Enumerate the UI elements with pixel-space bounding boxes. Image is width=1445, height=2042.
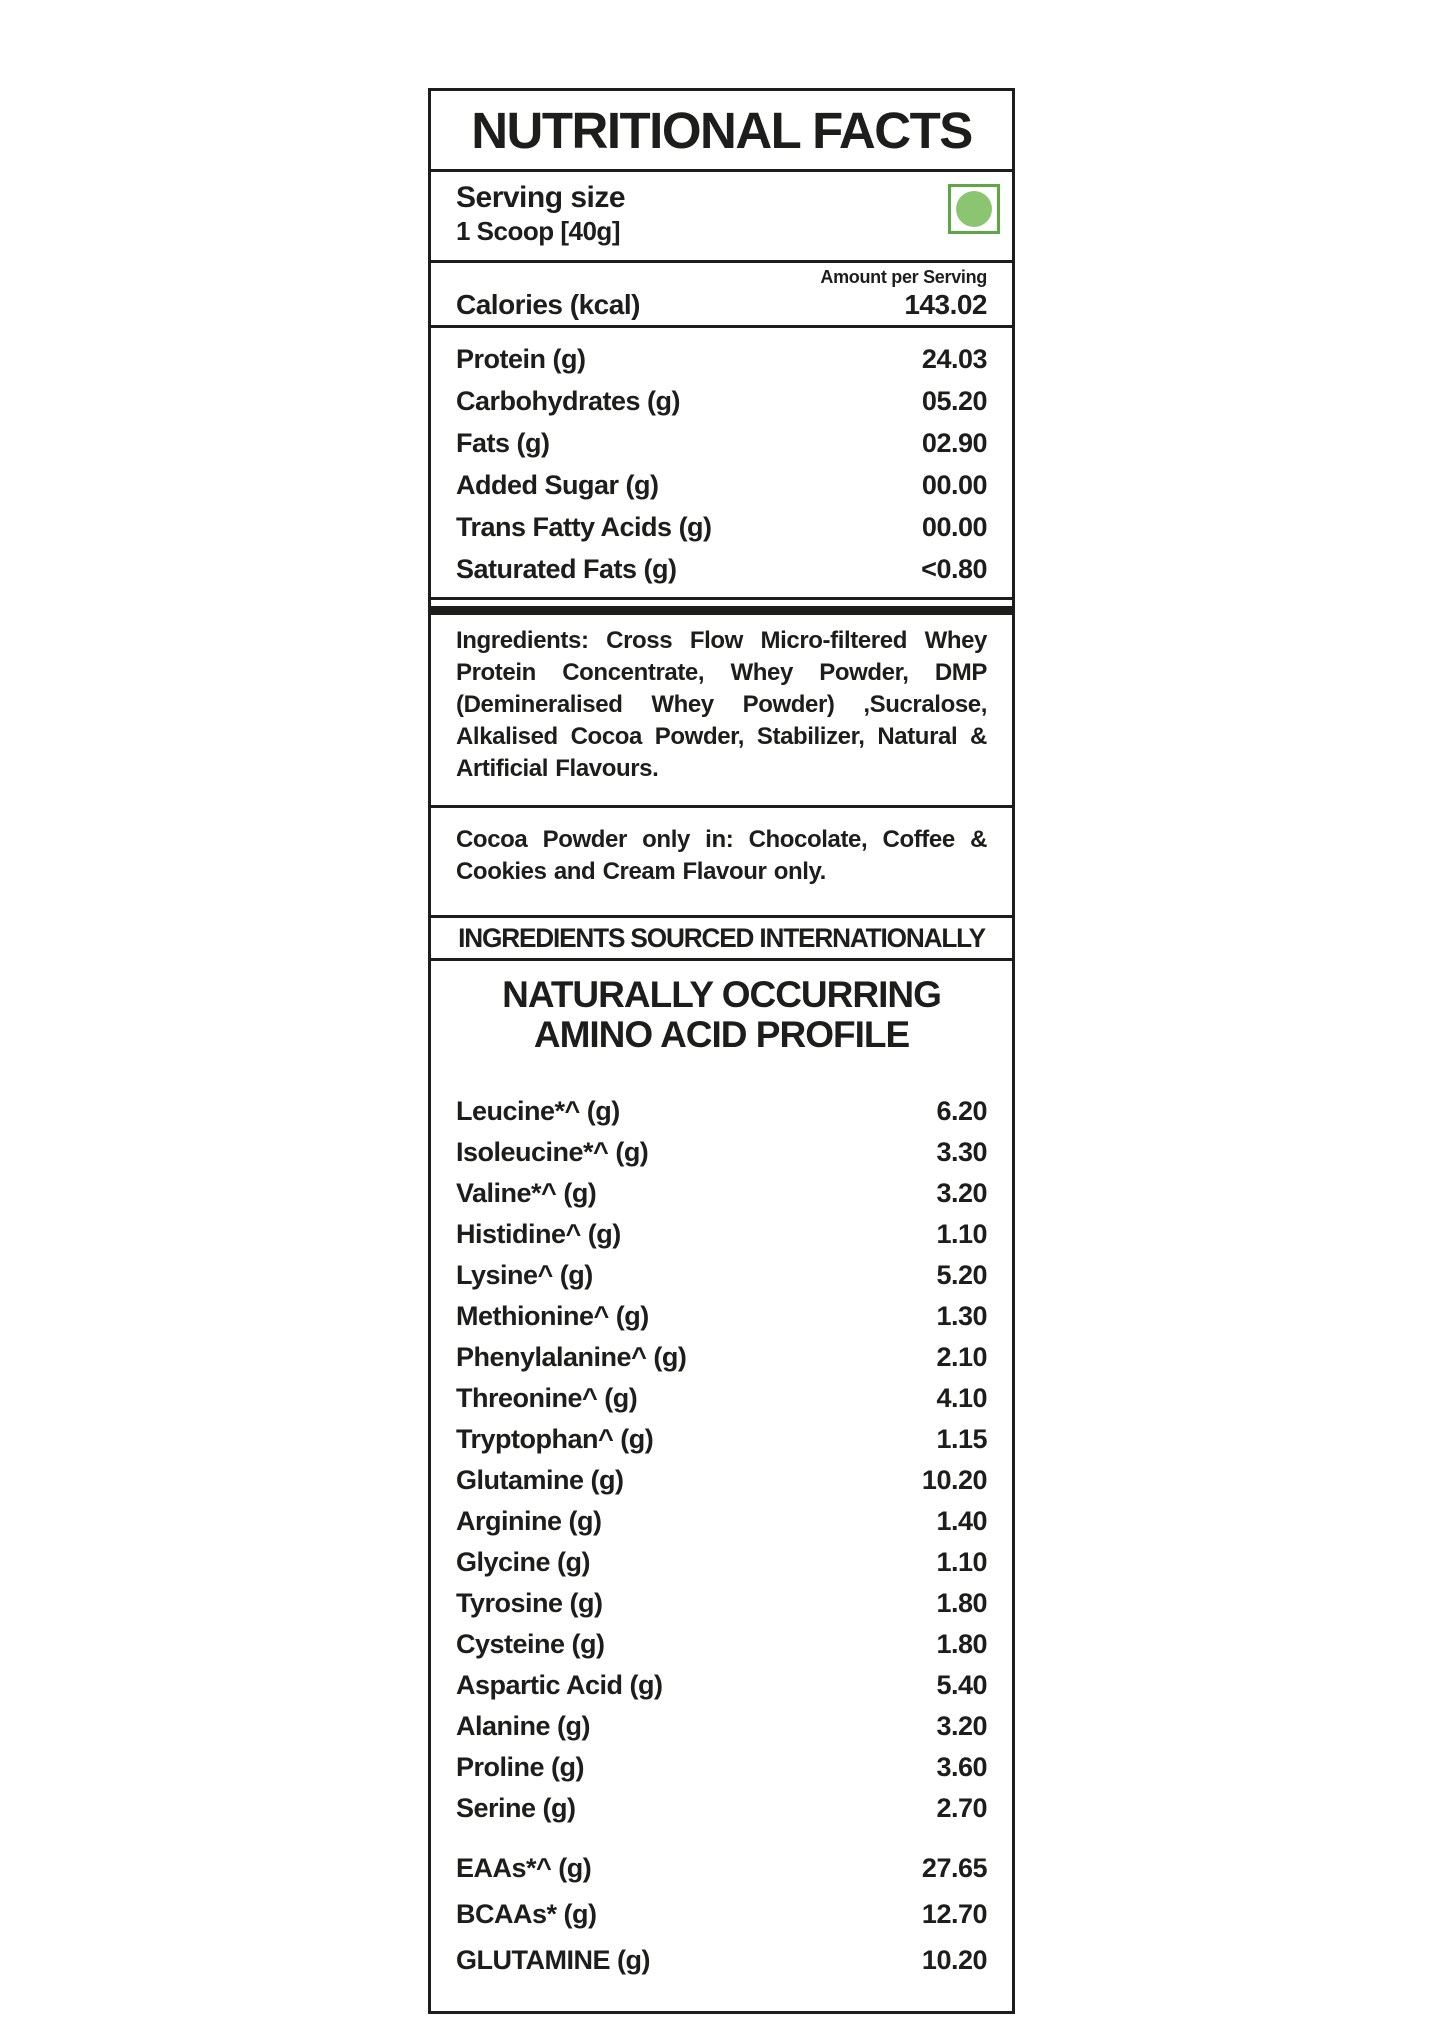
calories-label: Calories (kcal)	[456, 289, 640, 320]
amino-label: Alanine (g)	[456, 1711, 590, 1741]
macro-value: 05.20	[921, 385, 987, 416]
cocoa-note-text: Cocoa Powder only in: Chocolate, Coffee & Cookies and Cream Flavour only.	[456, 826, 987, 885]
macro-row	[456, 548, 987, 590]
thick-divider-bar	[431, 606, 1012, 615]
macro-label: Saturated Fats (g)	[456, 553, 677, 584]
macro-label: Trans Fatty Acids (g)	[456, 511, 712, 542]
amino-row	[456, 1747, 987, 1788]
amino-value: 6.20	[936, 1096, 987, 1126]
cocoa-note-section	[431, 805, 1012, 915]
amino-row	[456, 1460, 987, 1501]
amino-row	[456, 1542, 987, 1583]
calories-value: 143.02	[904, 289, 987, 320]
amino-label: Leucine*^ (g)	[456, 1096, 620, 1126]
amino-value: 3.20	[936, 1178, 987, 1208]
macro-label: Protein (g)	[456, 343, 586, 374]
amino-label: Histidine^ (g)	[456, 1219, 621, 1249]
amino-label: Isoleucine*^ (g)	[456, 1137, 649, 1167]
amino-label: Glycine (g)	[456, 1547, 591, 1577]
amino-row	[456, 1501, 987, 1542]
amino-value: 1.10	[936, 1547, 987, 1577]
amino-summary-value: 10.20	[921, 1944, 987, 1975]
macro-row	[456, 338, 987, 380]
amino-value: 3.30	[936, 1137, 987, 1167]
amino-summary-row	[456, 1845, 987, 1891]
macro-value: 24.03	[921, 343, 987, 374]
amino-acid-profile-section	[431, 958, 1012, 2012]
page-title: NUTRITIONAL FACTS	[471, 101, 972, 159]
amino-value: 1.15	[936, 1424, 987, 1454]
amino-value: 2.70	[936, 1793, 987, 1823]
amino-summary-value: 27.65	[921, 1852, 987, 1883]
macro-value: <0.80	[921, 553, 987, 584]
amino-acid-table	[456, 1091, 987, 1829]
amino-label: Tryptophan^ (g)	[456, 1424, 654, 1454]
amino-label: Proline (g)	[456, 1752, 584, 1782]
serving-size-value: 1 Scoop [40g]	[456, 216, 620, 246]
amino-row	[456, 1788, 987, 1829]
macro-label: Carbohydrates (g)	[456, 385, 681, 416]
amino-row	[456, 1255, 987, 1296]
amino-row	[456, 1173, 987, 1214]
amino-value: 1.80	[936, 1588, 987, 1618]
amino-summary-row	[456, 1937, 987, 1983]
amino-row	[456, 1296, 987, 1337]
amino-value: 2.10	[936, 1342, 987, 1372]
amino-row	[456, 1624, 987, 1665]
amino-row	[456, 1419, 987, 1460]
amino-value: 10.20	[921, 1465, 987, 1495]
macro-value: 00.00	[921, 469, 987, 500]
macro-value: 02.90	[921, 427, 987, 458]
amino-label: Serine (g)	[456, 1793, 576, 1823]
amino-label: Methionine^ (g)	[456, 1301, 649, 1331]
amino-row	[456, 1337, 987, 1378]
amino-row	[456, 1091, 987, 1132]
amino-heading-line2: AMINO ACID PROFILE	[533, 1014, 910, 1055]
macro-row	[456, 464, 987, 506]
amino-value: 4.10	[936, 1383, 987, 1413]
amino-value: 5.40	[936, 1670, 987, 1700]
amino-row	[456, 1378, 987, 1419]
amino-value: 1.10	[936, 1219, 987, 1249]
amino-label: Tyrosine (g)	[456, 1588, 603, 1618]
amino-summary-label: EAAs*^ (g)	[456, 1852, 592, 1883]
amino-label: Lysine^ (g)	[456, 1260, 593, 1290]
macro-row	[456, 380, 987, 422]
amino-profile-heading	[456, 975, 987, 1055]
amino-summary-label: GLUTAMINE (g)	[456, 1944, 650, 1975]
amino-value: 1.80	[936, 1629, 987, 1659]
amino-summary-row	[456, 1891, 987, 1937]
amino-row	[456, 1214, 987, 1255]
amino-value: 3.60	[936, 1752, 987, 1782]
amino-value: 1.40	[936, 1506, 987, 1536]
amino-summary-table	[456, 1845, 987, 1983]
amino-summary-value: 12.70	[921, 1898, 987, 1929]
macros-table	[431, 325, 1012, 597]
amino-label: Phenylalanine^ (g)	[456, 1342, 687, 1372]
macro-row	[456, 506, 987, 548]
ingredients-section	[431, 617, 1012, 805]
nutrition-facts-label	[428, 88, 1015, 2014]
amino-label: Aspartic Acid (g)	[456, 1670, 663, 1700]
serving-size-section	[431, 169, 1012, 260]
thick-divider-zone	[431, 597, 1012, 617]
amino-value: 5.20	[936, 1260, 987, 1290]
macro-label: Fats (g)	[456, 427, 550, 458]
amino-row	[456, 1665, 987, 1706]
sourced-internationally-label: INGREDIENTS SOURCED INTERNATIONALLY	[458, 922, 985, 953]
amino-label: Glutamine (g)	[456, 1465, 624, 1495]
amino-value: 3.20	[936, 1711, 987, 1741]
ingredients-text: Ingredients: Cross Flow Micro-filtered Whey Protein Concentrate, Whey Powder, DMP (Demineralised Whey Powder) ,Sucralose, Alkalised Cocoa Powder, Stabilizer, Natural & Artificial Flavours.	[456, 627, 987, 782]
serving-size-label: Serving size	[456, 181, 626, 214]
amino-row	[456, 1706, 987, 1747]
amino-value: 1.30	[936, 1301, 987, 1331]
macro-value: 00.00	[921, 511, 987, 542]
amino-row	[456, 1132, 987, 1173]
amino-label: Cysteine (g)	[456, 1629, 605, 1659]
calories-section	[431, 260, 1012, 325]
vegetarian-mark-icon	[948, 184, 1000, 234]
amino-heading-line1: NATURALLY OCCURRING	[502, 974, 941, 1015]
title-section	[431, 91, 1012, 169]
macro-label: Added Sugar (g)	[456, 469, 659, 500]
amount-per-serving-label: Amount per Serving	[820, 267, 987, 287]
amino-row	[456, 1583, 987, 1624]
vegetarian-dot-icon	[956, 191, 992, 227]
amino-label: Threonine^ (g)	[456, 1383, 638, 1413]
sourced-internationally-section	[431, 915, 1012, 958]
macro-row	[456, 422, 987, 464]
amino-summary-label: BCAAs* (g)	[456, 1898, 597, 1929]
amino-label: Arginine (g)	[456, 1506, 602, 1536]
calories-row	[456, 289, 987, 321]
amino-label: Valine*^ (g)	[456, 1178, 597, 1208]
